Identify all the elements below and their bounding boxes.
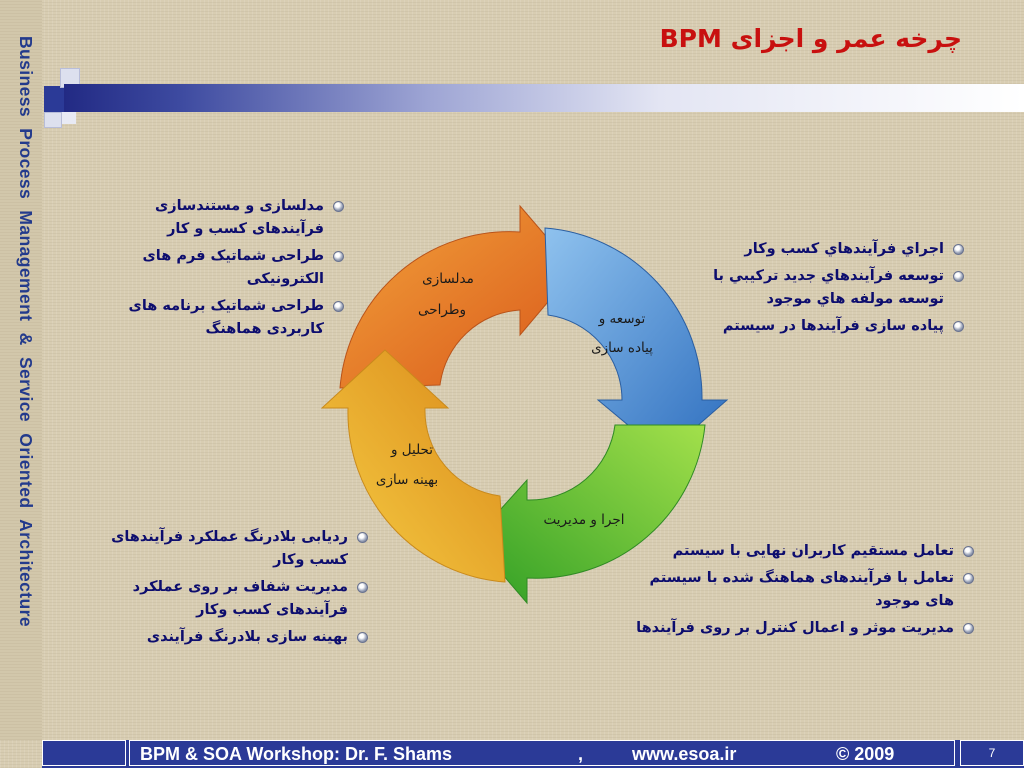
- list-item: پیاده سازی فرآیندها در سیستم: [690, 315, 966, 338]
- footer-separator: ,: [578, 744, 584, 764]
- list-item: بهینه سازی بلادرنگ فرآیندی: [104, 626, 370, 649]
- list-analysis-details: [104, 526, 370, 653]
- deco-square-light: [62, 112, 76, 124]
- list-modeling-details: [120, 195, 346, 345]
- header-gradient-bar: [64, 84, 1024, 112]
- list-item: مدیریت شفاف بر روی عملکرد فرآیندهای کسب وکار: [104, 576, 370, 622]
- list-item: طراحی شماتیک فرم های الکترونیکی: [120, 245, 346, 291]
- list-item: طراحی شماتیک برنامه های کاربردی هماهنگ: [120, 295, 346, 341]
- bullet-icon: [333, 201, 344, 212]
- footer-info-box: [129, 740, 955, 766]
- footer-copyright: © 2009: [836, 744, 895, 764]
- bullet-icon: [333, 301, 344, 312]
- list-execution-details: [636, 540, 976, 644]
- footer-left-box: [42, 740, 126, 766]
- deco-square-dark: [44, 86, 64, 112]
- list-item: اجراي فرآيندهاي كسب وكار: [690, 238, 966, 261]
- cycle-label-execution-1: اجرا و مدیریت: [543, 512, 625, 528]
- list-item: توسعه فرآيندهاي جديد تركيبي با توسعه مولفه هاي موجود: [690, 265, 966, 311]
- footer-website-link[interactable]: www.esoa.ir: [632, 744, 737, 764]
- bullet-icon: [357, 632, 368, 643]
- bullet-icon: [953, 321, 964, 332]
- bullet-icon: [963, 573, 974, 584]
- cycle-label-modeling-2: وطراحی: [417, 302, 467, 318]
- cycle-label-analysis-1: تحلیل و: [390, 442, 434, 458]
- bullet-icon: [357, 582, 368, 593]
- footer-workshop: BPM & SOA Workshop: Dr. F. Shams: [140, 744, 453, 764]
- bullet-icon: [963, 546, 974, 557]
- cycle-label-modeling-1: مدلسازی: [422, 271, 474, 287]
- bullet-icon: [953, 271, 964, 282]
- cycle-label-development-2: پیاده سازی: [591, 340, 653, 356]
- footer-page-number: 7: [960, 740, 1024, 766]
- sidebar: [0, 0, 42, 740]
- list-item: تعامل با فرآیندهای هماهنگ شده با سیستم های موجود: [636, 567, 976, 613]
- bullet-icon: [357, 532, 368, 543]
- footer-bar: [42, 740, 1024, 768]
- sidebar-title: Business Process Management & Service Oriented Architecture: [16, 36, 36, 627]
- list-item: مدیریت موثر و اعمال کنترل بر روی فرآیندها: [636, 617, 976, 640]
- slide-title: چرخه عمر و اجزای BPM: [659, 24, 962, 53]
- list-item: ردیابی بلادرنگ عملکرد فرآیندهای کسب وکار: [104, 526, 370, 572]
- list-development-details: [690, 238, 966, 342]
- cycle-label-development-1: توسعه و: [598, 311, 646, 327]
- bullet-icon: [963, 623, 974, 634]
- list-item: تعامل مستقیم کاربران نهایی با سیستم: [636, 540, 976, 563]
- bullet-icon: [953, 244, 964, 255]
- deco-square-light: [44, 112, 62, 128]
- list-item: مدلسازی و مستندسازی فرآیندهای کسب و کار: [120, 195, 346, 241]
- cycle-label-analysis-2: بهینه سازی: [375, 472, 439, 488]
- bullet-icon: [333, 251, 344, 262]
